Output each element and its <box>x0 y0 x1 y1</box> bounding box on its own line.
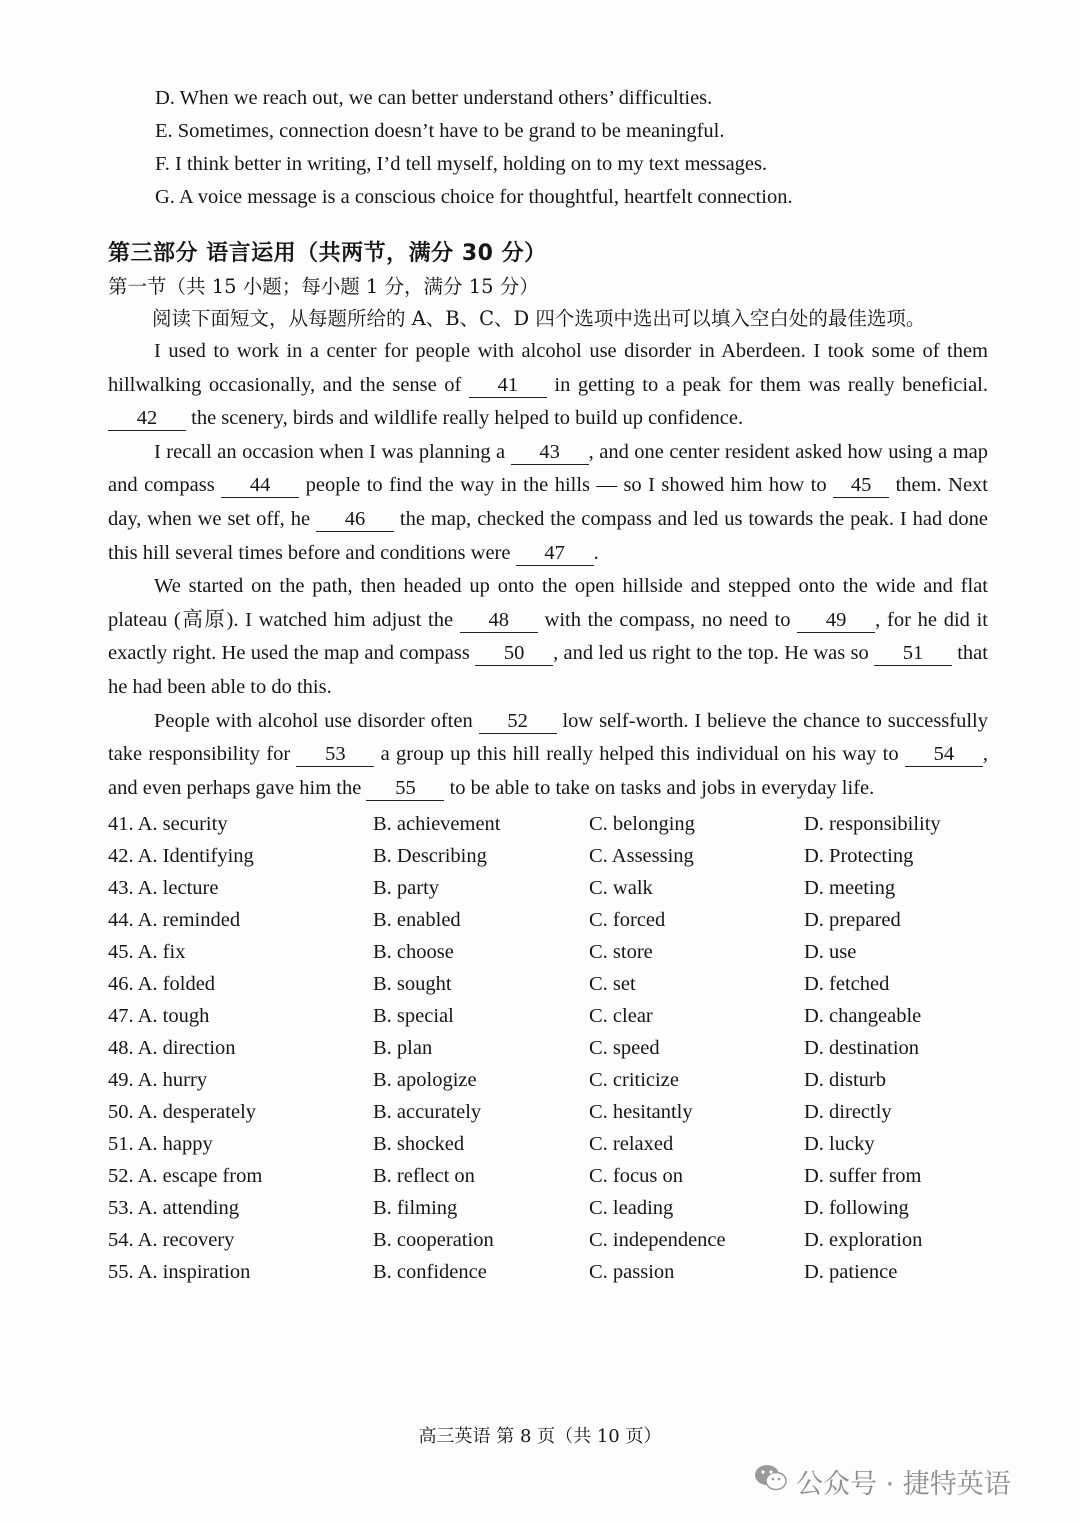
option-line: F. I think better in writing, I’d tell myself, holding on to my text messages. <box>155 153 768 175</box>
blank-48: 48 <box>460 608 538 633</box>
options-row <box>108 936 988 968</box>
blank-41: 41 <box>469 373 547 398</box>
exam-page <box>108 82 988 1288</box>
paragraph-3: We started on the path, then headed up onto the open hillside and stepped onto the wide and flat plateau (高原). I watched him adjust the 48 with the compass, no need to 49 , for he did it exactly right. He used the map and compass 50 , and led us right to the top. He was so 51 that he had been able to do this. <box>108 575 989 698</box>
blank-53: 53 <box>296 742 374 767</box>
option-d: D. suffer from <box>804 1165 922 1188</box>
options-row <box>108 872 988 904</box>
option-c: C. forced <box>589 909 666 932</box>
option-a: 54. A. recovery <box>108 1229 235 1252</box>
options-row <box>108 1256 988 1288</box>
option-c: C. Assessing <box>589 845 694 868</box>
blank-43: 43 <box>511 440 589 465</box>
option-b: B. reflect on <box>373 1165 475 1188</box>
blank-52: 52 <box>479 709 557 734</box>
option-b: B. choose <box>373 941 454 964</box>
option-line: D. When we reach out, we can better understand others’ difficulties. <box>155 87 713 109</box>
option-d: D. meeting <box>804 877 896 900</box>
options-row <box>108 968 988 1000</box>
option-c: C. passion <box>589 1261 675 1284</box>
option-d: D. destination <box>804 1037 920 1060</box>
option-c: C. belonging <box>589 813 695 836</box>
option-d: D. changeable <box>804 1005 922 1028</box>
option-c: C. relaxed <box>589 1133 674 1156</box>
option-a: 50. A. desperately <box>108 1101 257 1124</box>
option-c: C. speed <box>589 1037 660 1060</box>
blank-44: 44 <box>221 473 299 498</box>
option-b: B. cooperation <box>373 1229 494 1252</box>
options-row <box>108 1032 988 1064</box>
option-d: D. Protecting <box>804 845 914 868</box>
wechat-icon <box>754 1463 788 1500</box>
blank-46: 46 <box>316 507 394 532</box>
option-c: C. focus on <box>589 1165 683 1188</box>
option-d: D. patience <box>804 1261 898 1284</box>
option-b: B. apologize <box>373 1069 477 1092</box>
watermark-text: 公众号 · 捷特英语 <box>796 1469 1011 1500</box>
option-a: 44. A. reminded <box>108 909 241 932</box>
options-row <box>108 840 988 872</box>
blank-42: 42 <box>108 406 186 431</box>
option-line: E. Sometimes, connection doesn’t have to be grand to be meaningful. <box>155 120 725 142</box>
option-d: D. directly <box>804 1101 892 1124</box>
blank-54: 54 <box>905 742 983 767</box>
blank-49: 49 <box>797 608 875 633</box>
option-d: D. fetched <box>804 973 890 996</box>
option-d: D. prepared <box>804 909 901 932</box>
options-row <box>108 1160 988 1192</box>
blank-45: 45 <box>833 473 889 498</box>
option-b: B. plan <box>373 1037 433 1060</box>
option-c: C. hesitantly <box>589 1101 693 1124</box>
option-a: 52. A. escape from <box>108 1165 263 1188</box>
option-d: D. disturb <box>804 1069 886 1092</box>
option-a: 41. A. security <box>108 813 228 836</box>
options-row <box>108 1096 988 1128</box>
paragraph-1: I used to work in a center for people with alcohol use disorder in Aberdeen. I took some of them hillwalking occasionally, and the sense of 41 in getting to a peak for them was really beneficial. 42 the scenery, birds and wildlife really helped to build up confidence. <box>108 340 989 430</box>
option-d: D. lucky <box>804 1133 875 1156</box>
option-c: C. leading <box>589 1197 674 1220</box>
paragraph-4: People with alcohol use disorder often 52 low self-worth. I believe the chance to successfully take responsibility for 53 a group up this hill really helped this individual on his way to 54 , and even perhaps gave him the 55 to be able to take on tasks and jobs in everyday life. <box>108 709 988 799</box>
subsection-title: 第一节（共 15 小题；每小题 1 分，满分 15 分） <box>108 275 539 298</box>
option-b: B. confidence <box>373 1261 487 1284</box>
option-d: D. responsibility <box>804 813 941 836</box>
options-row <box>108 1064 988 1096</box>
cloze-passage <box>108 335 988 805</box>
option-line: G. A voice message is a conscious choice for thoughtful, heartfelt connection. <box>155 186 793 208</box>
options-table <box>108 808 988 1288</box>
option-c: C. walk <box>589 877 653 900</box>
option-c: C. independence <box>589 1229 726 1252</box>
previous-options-list <box>108 82 988 214</box>
option-b: B. Describing <box>373 845 487 868</box>
options-row <box>108 808 988 840</box>
page-footer: 高三英语 第 8 页（共 10 页） <box>418 1426 662 1447</box>
section-title: 第三部分 语言运用（共两节，满分 30 分） <box>108 241 547 266</box>
option-b: B. sought <box>373 973 452 996</box>
option-b: B. special <box>373 1005 454 1028</box>
option-d: D. exploration <box>804 1229 923 1252</box>
option-b: B. enabled <box>373 909 461 932</box>
options-row <box>108 1224 988 1256</box>
option-a: 46. A. folded <box>108 973 216 996</box>
option-c: C. clear <box>589 1005 653 1028</box>
options-row <box>108 904 988 936</box>
paragraph-2: I recall an occasion when I was planning a 43 , and one center resident asked how using a map and compass 44 people to find the way in the hills — so I showed him how to 45 them. Next day, when we set off, he 46 the map, checked the compass and led us towards the peak. I had done this hill several times before and conditions were 47 . <box>108 440 988 564</box>
option-a: 48. A. direction <box>108 1037 236 1060</box>
option-c: C. set <box>589 973 636 996</box>
option-a: 55. A. inspiration <box>108 1261 251 1284</box>
option-d: D. following <box>804 1197 909 1220</box>
option-c: C. store <box>589 941 653 964</box>
blank-50: 50 <box>475 641 553 666</box>
option-c: C. criticize <box>589 1069 679 1092</box>
blank-47: 47 <box>516 541 594 566</box>
option-a: 49. A. hurry <box>108 1069 208 1092</box>
option-d: D. use <box>804 941 857 964</box>
option-b: B. accurately <box>373 1101 482 1124</box>
instruction: 阅读下面短文，从每题所给的 A、B、C、D 四个选项中选出可以填入空白处的最佳选项。 <box>152 307 926 330</box>
blank-51: 51 <box>874 641 952 666</box>
option-b: B. filming <box>373 1197 458 1220</box>
options-row <box>108 1192 988 1224</box>
options-row <box>108 1128 988 1160</box>
option-b: B. achievement <box>373 813 501 836</box>
options-row <box>108 1000 988 1032</box>
option-a: 53. A. attending <box>108 1197 239 1220</box>
watermark <box>754 1462 1011 1501</box>
option-a: 51. A. happy <box>108 1133 213 1156</box>
blank-55: 55 <box>366 776 444 801</box>
option-a: 43. A. lecture <box>108 877 219 900</box>
option-a: 45. A. fix <box>108 941 186 964</box>
option-a: 47. A. tough <box>108 1005 210 1028</box>
option-a: 42. A. Identifying <box>108 845 254 868</box>
option-b: B. party <box>373 877 440 900</box>
option-b: B. shocked <box>373 1133 465 1156</box>
